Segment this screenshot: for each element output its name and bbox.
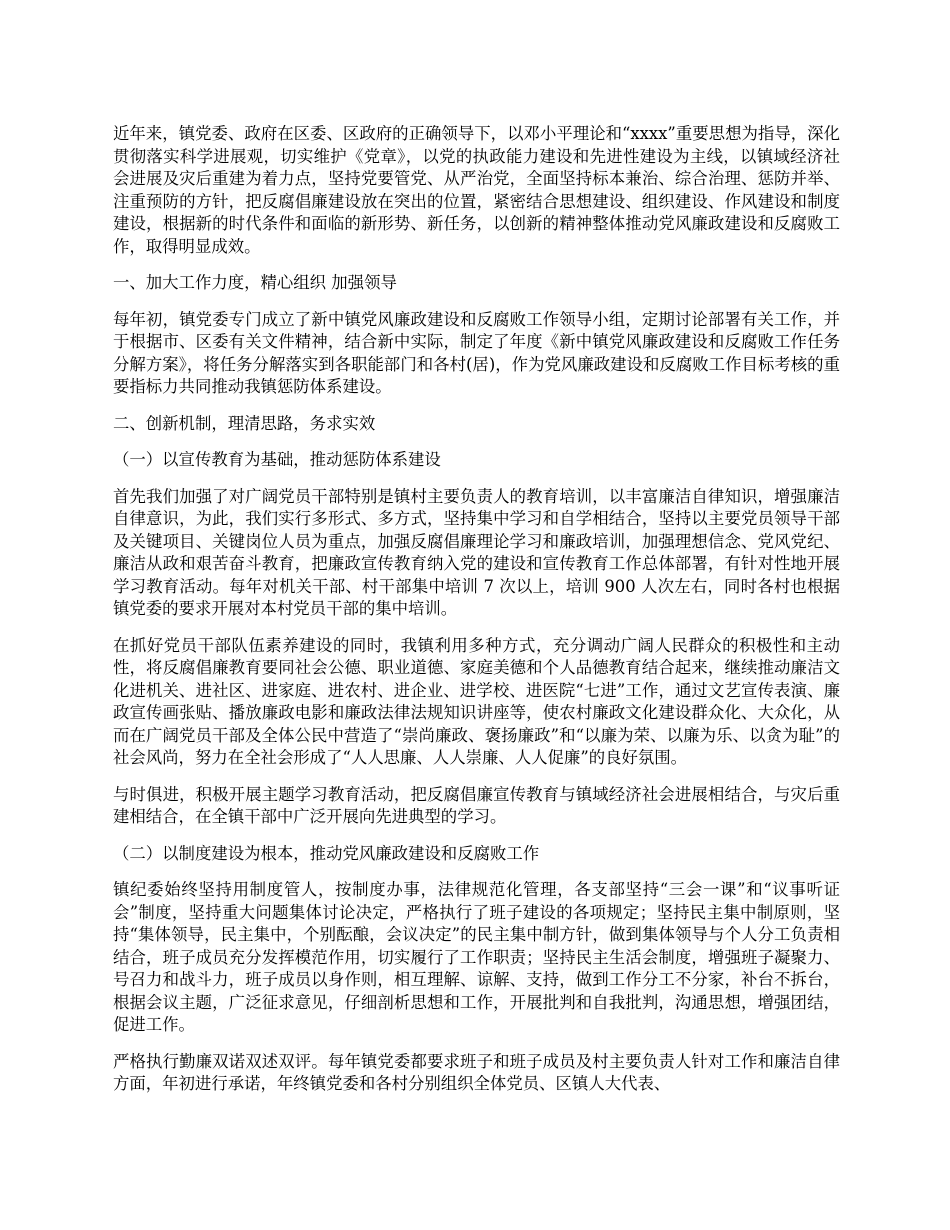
- subsection-1-heading: （一）以宣传教育为基础，推动惩防体系建设: [113, 450, 441, 469]
- subsection-1-paragraph-3: 与时俱进，积极开展主题学习教育活动，把反腐倡廉宣传教育与镇域经济社会进展相结合，与灾后重建相结合，在全镇干部中广泛开展向先进典型的学习。: [113, 784, 840, 826]
- subsection-2-paragraph-2: 严格执行勤廉双诺双述双评。每年镇党委都要求班子和班子成员及村主要负责人针对工作和廉洁自律方面，年初进行承诺，年终镇党委和各村分别组织全体党员、区镇人大代表、: [113, 1051, 840, 1093]
- intro-paragraph: 近年来，镇党委、政府在区委、区政府的正确领导下，以邓小平理论和“xxxx”重要思想为指导，深化贯彻落实科学进展观，切实维护《党章》，以党的执政能力建设和先进性建设为主线，以镇域经济社会进展及灾后重建为着力点，坚持党要管党、从严治党，全面坚持标本兼治、综合治理、惩防并举、注重预防的方针，把反腐倡廉建设放在突出的位置，紧密结合思想建设、组织建设、作风建设和制度建设，根据新的时代条件和面临的新形势、新任务，以创新的精神整体推动党风廉政建设和反腐败工作，取得明显成效。: [113, 124, 840, 256]
- subsection-1-paragraph-1: 首先我们加强了对广阔党员干部特别是镇村主要负责人的教育培训，以丰富廉洁自律知识，增强廉洁自律意识，为此，我们实行多形式、多方式，坚持集中学习和自学相结合，坚持以主要党员领导干部及关键项目、关键岗位人员为重点，加强反腐倡廉理论学习和廉政培训，加强理想信念、党风党纪、廉洁从政和艰苦奋斗教育，把廉政宣传教育纳入党的建设和宣传教育工作总体部署，有针对性地开展学习教育活动。每年对机关干部、村干部集中培训 7 次以上，培训 900 人次左右，同时各村也根据镇党委的要求开展对本村党员干部的集中培训。: [113, 486, 840, 618]
- subsection-2-heading: （二）以制度建设为根本，推动党风廉政建设和反腐败工作: [113, 843, 540, 863]
- subsection-2-paragraph-1: 镇纪委始终坚持用制度管人，按制度办事，法律规范化管理，各支部坚持“三会一课”和“议事听证会”制度，坚持重大问题集体讨论决定，严格执行了班子建设的各项规定；坚持民主集中制原则，坚持“集体领导，民主集中，个别酝酿，会议决定”的民主集中制方针，做到集体领导与个人分工负责相结合，班子成员充分发挥模范作用，切实履行了工作职责；坚持民主生活会制度，增强班子凝聚力、号召力和战斗力，班子成员以身作则，相互理解、谅解、支持，做到工作分工不分家，补台不拆台，根据会议主题，广泛征求意见，仔细剖析思想和工作，开展批判和自我批判，沟通思想，增强团结，促进工作。: [113, 880, 840, 1034]
- section-1-paragraph: 每年初，镇党委专门成立了新中镇党风廉政建设和反腐败工作领导小组，定期讨论部署有关工作，并于根据市、区委有关文件精神，结合新中实际，制定了年度《新中镇党风廉政建设和反腐败工作任务分解方案》，将任务分解落实到各职能部门和各村(居)，作为党风廉政建设和反腐败工作目标考核的重要指标力共同推动我镇惩防体系建设。: [113, 309, 840, 396]
- section-1-heading: 一、加大工作力度，精心组织 加强领导: [113, 273, 397, 292]
- section-2-heading: 二、创新机制，理清思路，务求实效: [113, 413, 376, 433]
- document-page: [113, 123, 840, 1110]
- subsection-1-paragraph-2: 在抓好党员干部队伍素养建设的同时，我镇利用多种方式，充分调动广阔人民群众的积极性和主动性，将反腐倡廉教育要同社会公德、职业道德、家庭美德和个人品德教育结合起来，继续推动廉洁文化进机关、进社区、进家庭、进农村、进企业、进学校、进医院“七进”工作，通过文艺宣传表演、廉政宣传画张贴、播放廉政电影和廉政法律法规知识讲座等，使农村廉政文化建设群众化、大众化，从而在广阔党员干部及全体公民中营造了“崇尚廉政、褒扬廉政”和“以廉为荣、以廉为乐、以贪为耻”的社会风尚，努力在全社会形成了“人人思廉、人人崇廉、人人促廉”的良好氛围。: [113, 635, 840, 767]
